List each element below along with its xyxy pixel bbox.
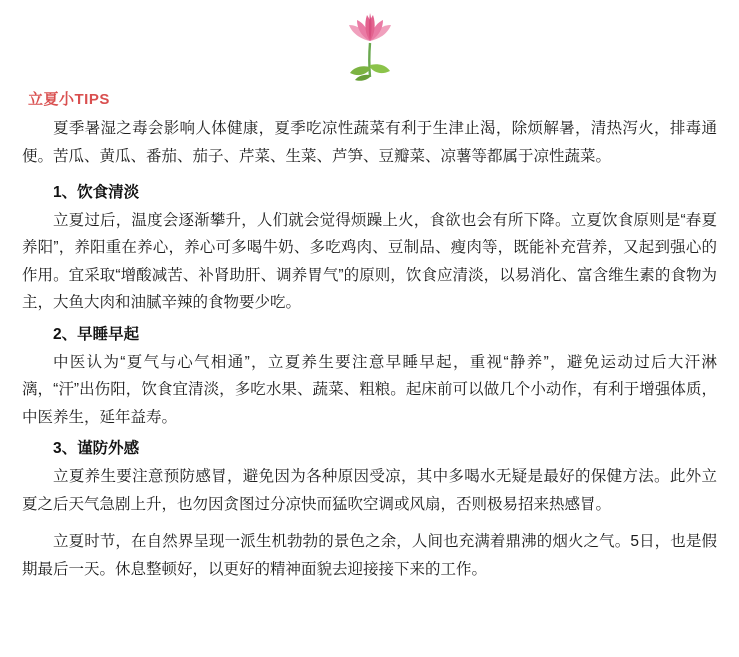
- lotus-flower-icon: [338, 7, 402, 81]
- section-heading-2: 2、早睡早起: [53, 326, 140, 344]
- section-body-3: 立夏养生要注意预防感冒，避免因为各种原因受凉，其中多喝水无疑是最好的保健方法。此外立夏之后天气急剧上升，也勿因贪图过分凉快而猛吹空调或风扇，否则极易招来热感冒。: [22, 467, 717, 513]
- page-title: 立夏小TIPS: [28, 91, 110, 108]
- intro-paragraph: 夏季暑湿之毒会影响人体健康，夏季吃凉性蔬菜有利于生津止渴，除烦解暑，清热泻火，排毒通便。苦瓜、黄瓜、番茄、茄子、芹菜、生菜、芦笋、豆瓣菜、凉薯等都属于凉性蔬菜。: [22, 120, 717, 165]
- closing-paragraph: 立夏时节，在自然界呈现一派生机勃勃的景色之余，人间也充满着鼎沸的烟火之气。5日，也是假期最后一天。休息整顿好，以更好的精神面貌去迎接接下来的工作。: [22, 533, 717, 578]
- section-heading-3: 3、谨防外感: [53, 440, 140, 458]
- section-body-2: 中医认为“夏气与心气相通”，立夏养生要注意早睡早起，重视“静养”，避免运动过后大汗淋漓，“汗”出伤阳，饮食宜清淡，多吃水果、蔬菜、粗粮。起床前可以做几个小动作，有利于增强体质，中医养生，延年益寿。: [22, 353, 717, 426]
- section-body-1: 立夏过后，温度会逐渐攀升，人们就会觉得烦躁上火，食欲也会有所下降。立夏饮食原则是“春夏养阳”，养阳重在养心，养心可多喝牛奶、多吃鸡肉、豆制品、瘦肉等，既能补充营养，又起到强心的作用。宜采取“增酸减苦、补肾助肝、调养胃气”的原则，饮食应清淡，以易消化、富含维生素的食物为主，大鱼大肉和油腻辛辣的食物要少吃。: [22, 211, 717, 312]
- hero-image: [22, 0, 717, 88]
- spacer: [22, 172, 717, 175]
- section-heading-1: 1、饮食清淡: [53, 184, 140, 202]
